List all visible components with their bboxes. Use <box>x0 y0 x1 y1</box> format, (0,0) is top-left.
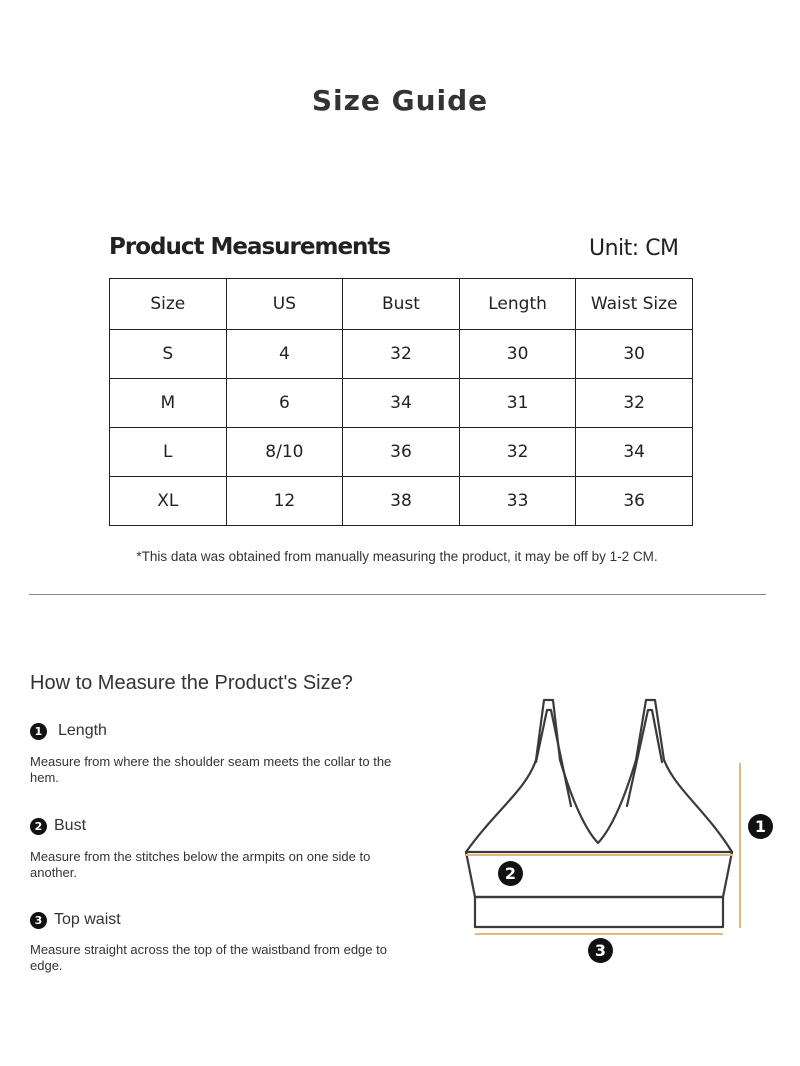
column-header: Length <box>459 279 576 330</box>
step-label: Length <box>58 722 107 739</box>
table-cell: 30 <box>459 330 576 379</box>
right-strap-inner <box>627 710 662 806</box>
measurements-heading: Product Measurements <box>109 234 391 260</box>
waistband <box>475 897 723 927</box>
table-cell: 36 <box>576 477 693 526</box>
step-top-waist-desc: Measure straight across the top of the waistband from edge to edge. <box>30 942 387 973</box>
table-cell: 38 <box>343 477 460 526</box>
step-length-desc: Measure from where the shoulder seam meets the collar to the hem. <box>30 754 392 785</box>
table-cell: M <box>110 379 227 428</box>
page-title: Size Guide <box>311 84 489 117</box>
table-cell: 36 <box>343 428 460 477</box>
table-cell: 6 <box>226 379 343 428</box>
column-header: Waist Size <box>576 279 693 330</box>
table-cell: 33 <box>459 477 576 526</box>
table-cell: 34 <box>343 379 460 428</box>
table-cell: 31 <box>459 379 576 428</box>
table-cell: 8/10 <box>226 428 343 477</box>
garment-body <box>466 700 732 852</box>
measurement-note: *This data was obtained from manually measuring the product, it may be off by 1-2 CM. <box>136 549 658 564</box>
table-cell: S <box>110 330 227 379</box>
garment-outline <box>466 700 732 927</box>
number-three-icon: 3 <box>588 938 613 963</box>
number-two-icon: 2 <box>30 818 47 835</box>
column-header: US <box>226 279 343 330</box>
table-cell: 32 <box>459 428 576 477</box>
table-cell: XL <box>110 477 227 526</box>
table-cell: 4 <box>226 330 343 379</box>
column-header: Size <box>110 279 227 330</box>
step-bust-desc: Measure from the stitches below the armpits on one side to another. <box>30 849 371 880</box>
step-label: Bust <box>54 817 87 834</box>
how-to-title: How to Measure the Product's Size? <box>30 672 353 694</box>
table-cell: 32 <box>576 379 693 428</box>
unit-label: Unit: CM <box>589 236 679 261</box>
table-cell: 32 <box>343 330 460 379</box>
step-label: Top waist <box>54 911 121 928</box>
measurement-guides <box>466 763 740 934</box>
table-cell: 34 <box>576 428 693 477</box>
number-two-icon: 2 <box>498 861 523 886</box>
number-one-icon: 1 <box>748 814 773 839</box>
number-three-icon: 3 <box>30 912 47 929</box>
table-cell: 30 <box>576 330 693 379</box>
table-cell: L <box>110 428 227 477</box>
column-header: Bust <box>343 279 460 330</box>
number-one-icon: 1 <box>30 723 47 740</box>
table-cell: 12 <box>226 477 343 526</box>
